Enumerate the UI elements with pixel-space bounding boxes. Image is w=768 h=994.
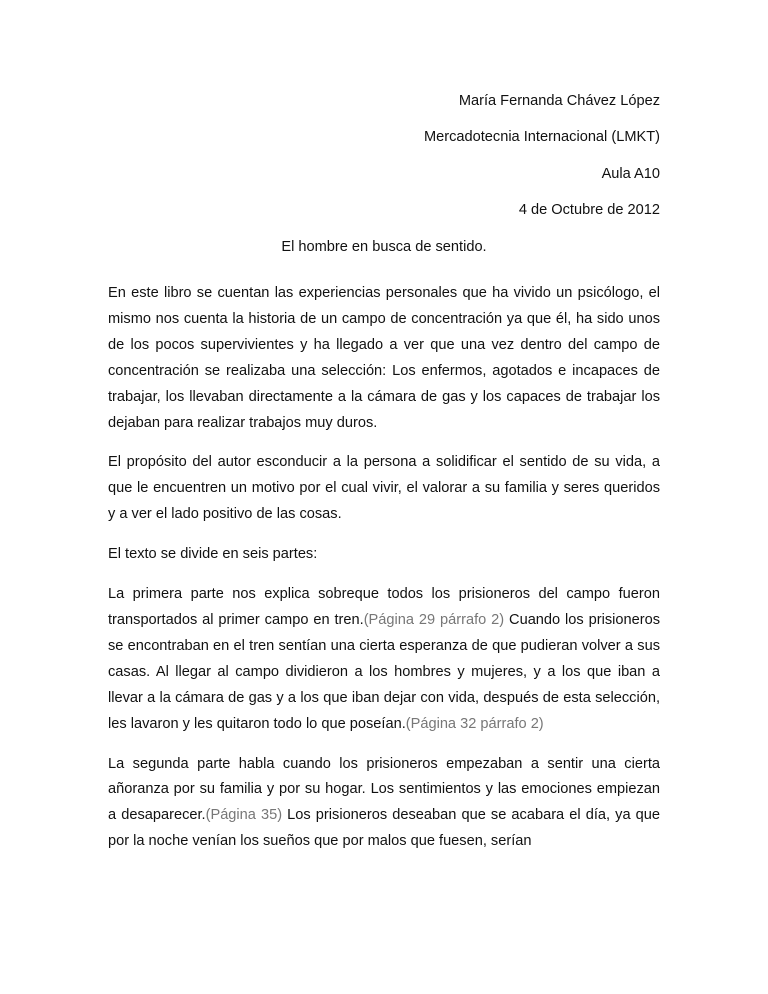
author-name: María Fernanda Chávez López [458, 93, 660, 109]
paragraph-text: Los prisioneros deseaban que se acabara el día, ya que por la noche venían los sueños que por malos que fuesen, serían [108, 807, 661, 850]
paragraph-first-part [108, 582, 660, 737]
classroom: Aula A10 [601, 166, 660, 182]
document-body [108, 281, 660, 869]
paragraph-intro: En este libro se cuentan las experiencias personales que ha vivido un psicólogo, el mismo nos cuenta la historia de un campo de concentración ya que él, ha sido unos de los pocos supervivientes y ha llegado a ver que una vez dentro del campo de concentración se realizaba una selección: Los enfermos, agotados e incapaces de trabajar, los llevaban directamente a la cámara de gas y los capaces de trabajar los dejaban para realizar trabajos muy duros. [108, 285, 660, 431]
page-reference: (Página 35) [205, 807, 283, 824]
page-reference: (Página 32 párrafo 2) [405, 715, 544, 732]
paragraph-text: La segunda parte habla cuando los prisioneros empezaban a sentir una cierta añoranza por su familia y por su hogar. Los sentimientos y las emociones empiezan a desaparecer. [108, 755, 660, 824]
paragraph-purpose: El propósito del autor esconducir a la persona a solidificar el sentido de su vida, a que le encuentren un motivo por el cual vivir, el valorar a su familia y seres queridos y a ver el lado positivo de las cosas. [108, 454, 660, 523]
date: 4 de Octubre de 2012 [518, 202, 660, 218]
paragraph-text: Cuando los prisioneros se encontraban en el tren sentían una cierta esperanza de que pudieran volver a sus casas. Al llegar al campo dividieron a los hombres y mujeres, y a los que iban a llevar a la cámara de gas y a los que iban dejar con vida, después de esta selección, les lavaron y les quitaron todo lo que poseían. [108, 611, 660, 732]
paragraph-text: La primera parte nos explica sobreque todos los prisioneros del campo fueron transportados al primer campo en tren. [108, 586, 660, 628]
document-title: El hombre en busca de sentido. [281, 239, 487, 255]
page-reference: (Página 29 párrafo 2) [363, 611, 505, 628]
paragraph-second-part [108, 752, 660, 856]
paragraph-parts-intro: El texto se divide en seis partes: [108, 546, 318, 563]
course-name: Mercadotecnia Internacional (LMKT) [423, 129, 660, 145]
